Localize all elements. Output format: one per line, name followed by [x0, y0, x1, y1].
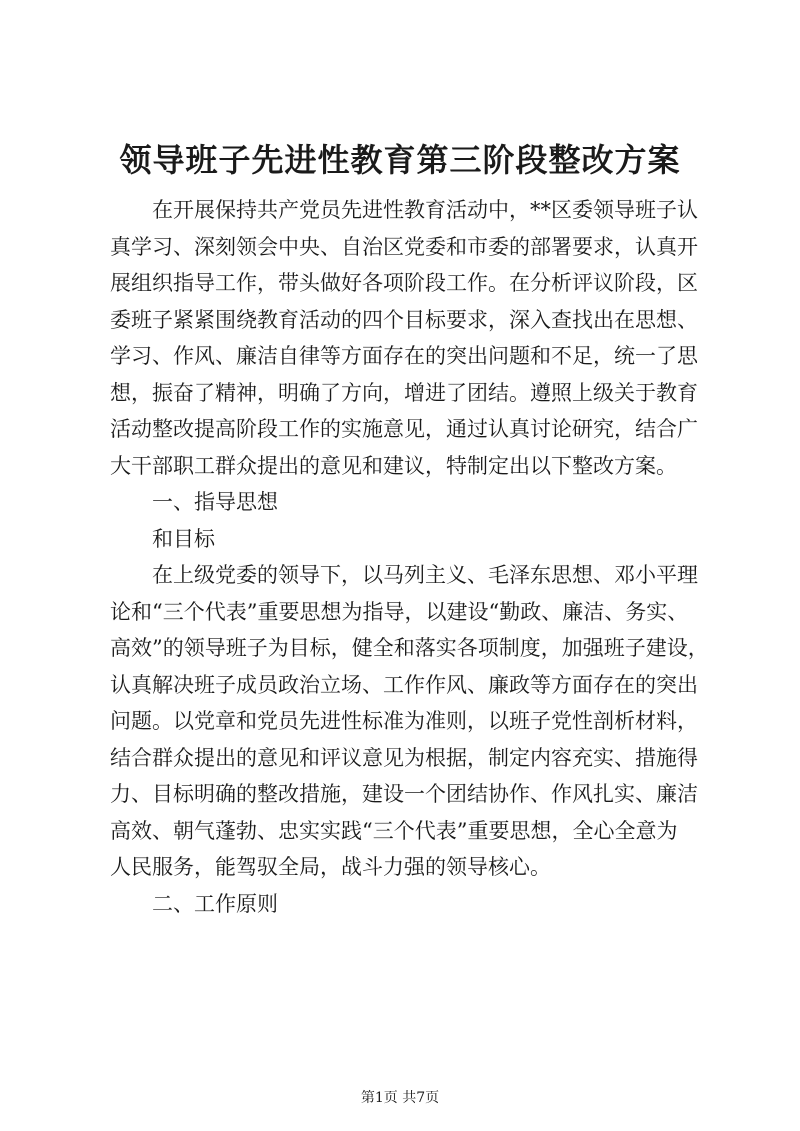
document-title: 领导班子先进性教育第三阶段整改方案 — [119, 141, 681, 179]
text-line: 真学习、深刻领会中央、自治区党委和市委的部署要求，认真开 — [110, 234, 698, 259]
text-line: 在上级党委的领导下，以马列主义、毛泽东思想、邓小平理 — [152, 563, 698, 587]
text-line: 高效”的领导班子为目标，健全和落实各项制度，加强班子建设， — [110, 636, 709, 660]
text-line: 在开展保持共产党员先进性教育活动中，**区委领导班子认 — [152, 198, 698, 222]
text-line: 想，振奋了精神，明确了方向，增进了团结。遵照上级关于教育 — [110, 380, 698, 405]
section-heading-continuation: 和目标 — [152, 526, 215, 551]
text-line: 展组织指导工作，带头做好各项阶段工作。在分析评议阶段，区 — [110, 271, 698, 295]
text-line: 力、目标明确的整改措施，建设一个团结协作、作风扎实、廉洁 — [110, 782, 698, 806]
text-line: 委班子紧紧围绕教育活动的四个目标要求，深入查找出在思想、 — [110, 307, 698, 332]
section-heading-guiding-thought: 一、指导思想 — [152, 490, 278, 514]
text-line: 结合群众提出的意见和评议意见为根据，制定内容充实、措施得 — [110, 745, 698, 770]
text-line: 学习、作风、廉洁自律等方面存在的突出问题和不足，统一了思 — [110, 344, 698, 368]
section-heading-work-principles: 二、工作原则 — [152, 891, 278, 916]
text-line: 高效、朝气蓬勃、忠实实践“三个代表”重要思想，全心全意为 — [110, 818, 678, 843]
page-number-footer: 第1页 共7页 — [360, 1090, 440, 1106]
text-line: 认真解决班子成员政治立场、工作作风、廉政等方面存在的突出 — [110, 672, 698, 697]
paragraph-guiding-thought — [110, 557, 710, 886]
text-line: 人民服务，能驾驭全局，战斗力强的领导核心。 — [110, 855, 551, 879]
text-line: 问题。以党章和党员先进性标准为准则，以班子党性剖析材料， — [110, 709, 698, 733]
text-line: 论和“三个代表”重要思想为指导，以建设“勤政、廉洁、务实、 — [110, 599, 689, 624]
text-line: 大干部职工群众提出的意见和建议，特制定出以下整改方案。 — [110, 453, 677, 478]
document-body — [110, 192, 710, 922]
text-line: 活动整改提高阶段工作的实施意见，通过认真讨论研究，结合广 — [110, 417, 698, 441]
paragraph-intro — [110, 192, 710, 484]
